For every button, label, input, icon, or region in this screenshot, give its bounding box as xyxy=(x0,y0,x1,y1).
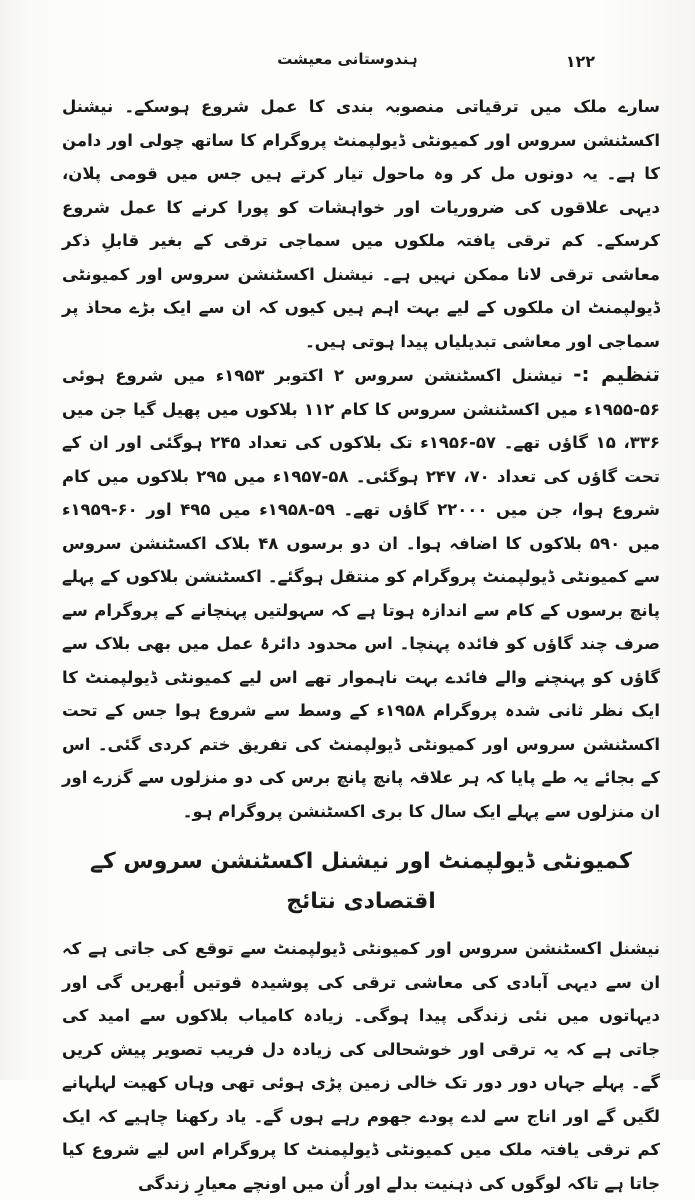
organization-text: نیشنل اکسٹنشن سروس ۲ اکتوبر ۱۹۵۳ء میں شروع ہوئی ۵۶-۱۹۵۵ء میں اکسٹنشن سروس کا کام ۱۱۲ بلاکوں میں پھیل گیا جن میں ۳۳۶، ۱۵ گاؤں تھے۔ ۵۷-۱۹۵۶ء تک بلاکوں کی تعداد ۲۴۵ ہوگئی اور ان کے تحت گاؤں کی تعداد ۷۰، ۲۴۷ ہوگئی۔ ۵۸-۱۹۵۷ء میں ۲۹۵ بلاکوں میں کام شروع ہوا، جن میں ۲۲۰۰۰ گاؤں تھے۔ ۵۹-۱۹۵۸ء میں ۴۹۵ اور ۶۰-۱۹۵۹ء میں ۵۹۰ بلاکوں کا اضافہ ہوا۔ ان دو برسوں ۴۸ بلاک اکسٹنشن سروس سے کمیونٹی ڈیولپمنٹ پروگرام کو منتقل ہوگئے۔ اکسٹنشن بلاکوں کے پہلے پانچ برسوں کے کام سے اندازہ ہوتا ہے کہ سہولتیں پہنچانے کے پروگرام سے صرف چند گاؤں کو فائدہ پہنچا۔ اس محدود دائرۂ عمل میں بھی بلاک سے گاؤں کو پہنچنے والے فائدے بہت ناہموار تھے اس لیے کمیونٹی ڈیولپمنٹ کا ایک نظر ثانی شدہ پروگرام ۱۹۵۸ء کے وسط سے شروع ہوا جس کے تحت اکسٹنشن سروس اور کمیونٹی ڈیولپمنٹ کی تفریق ختم کردی گئی۔ اس کے بجائے یہ طے پایا کہ ہر علاقہ پانچ پانچ برس کی دو منزلوں سے گزرے اور ان منزلوں سے پہلے ایک سال کا بری اکسٹنشن پروگرام ہو۔ xyxy=(62,366,661,821)
organization-label: تنظیم :- xyxy=(573,362,661,386)
paragraph-1: سارے ملک میں ترقیاتی منصوبہ بندی کا عمل شروع ہوسکے۔ نیشنل اکسٹنشن سروس اور کمیونٹی ڈیولپمنٹ پروگرام کا ساتھ چولی اور دامن کا ہے۔ یہ دونوں مل کر وہ ماحول تیار کرتے ہیں جس میں قومی پلان، دیہی علاقوں کی ضروریات اور خواہشات کو پورا کرنے کا عمل شروع کرسکے۔ کم ترقی یافتہ ملکوں میں سماجی ترقی کے بغیر قابلِ ذکر معاشی ترقی لانا ممکن نہیں ہے۔ نیشنل اکسٹنشن سروس اور کمیونٹی ڈیولپمنٹ ان ملکوں کے لیے بہت اہم ہیں کیوں کہ ان سے ایک بڑے محاذ پر سماجی اور معاشی تبدیلیاں پیدا ہوتی ہیں۔ xyxy=(62,97,660,351)
paragraph-organization xyxy=(62,358,660,828)
paragraph-results: نیشنل اکسٹنشن سروس اور کمیونٹی ڈیولپمنٹ سے توقع کی جاتی ہے کہ ان سے دیہی آبادی کی معاشی ترقی کی پوشیدہ قوتیں اُبھریں گی اور دیہاتوں میں نئی زندگی پیدا ہوگی۔ زیادہ کامیاب بلاکوں سے امید کی جاتی ہے کہ یہ ترقی اور خوشحالی کی زیادہ دل فریب تصویر پیش کریں گے۔ پہلے جہاں دور دور تک خالی زمین پڑی ہوئی تھی وہاں کھیت لہلہانے لگیں گے اور اناج سے لدے پودے جھوم رہے ہوں گے۔ یاد رکھنا چاہیے کہ ایک کم ترقی یافتہ ملک میں کمیونٹی ڈیولپمنٹ کا پروگرام اس لیے شروع کیا جاتا ہے تاکہ لوگوں کی ذہنیت بدلے اور اُن میں اونچے معیارِ زندگی xyxy=(62,939,660,1193)
page-number: ۱۲۲ xyxy=(565,52,595,71)
running-head-title: ہندوستانی معیشت xyxy=(277,50,418,68)
body-text xyxy=(62,90,660,1200)
running-head xyxy=(60,44,635,74)
section-heading: کمیونٹی ڈیولپمنٹ اور نیشنل اکسٹنشن سروس کے اقتصادی نتائج xyxy=(90,849,632,914)
